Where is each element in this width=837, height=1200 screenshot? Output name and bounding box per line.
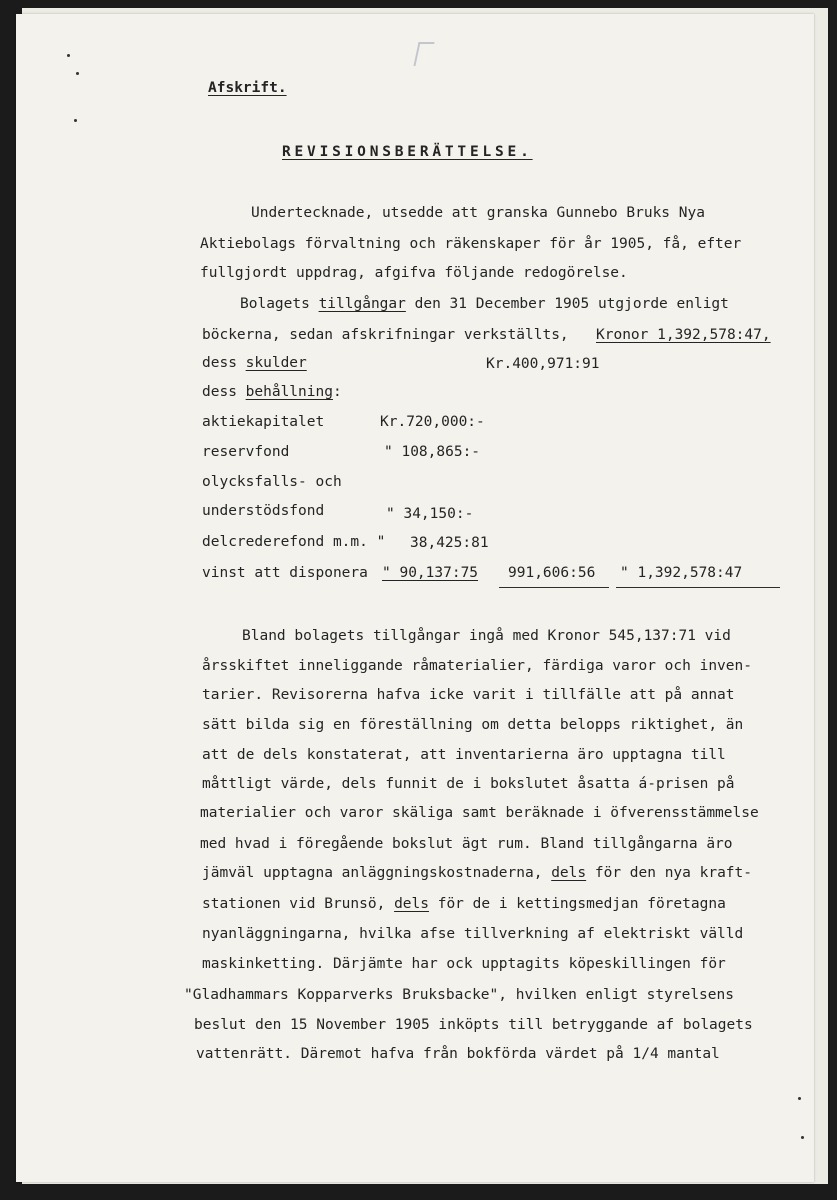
profit-label: vinst att disponera <box>202 565 368 581</box>
holdings-item-amount: " 34,150:- <box>386 506 474 522</box>
debts-text-before: dess <box>202 355 246 371</box>
body-line <box>202 896 726 912</box>
body-keyword: dels <box>394 896 429 912</box>
intro-line-2: Aktiebolags förvaltning och räkenskaper för år 1905, få, efter <box>200 236 742 252</box>
body-line: med hvad i föregående bokslut ägt rum. Bland tillgångarna äro <box>200 836 733 852</box>
holdings-text-before: dess <box>202 384 246 400</box>
body-text-before: jämväl upptagna anläggningskostnaderna, <box>202 865 552 881</box>
punch-mark <box>798 1097 801 1100</box>
holdings-subtotal: 991,606:56 <box>508 565 596 581</box>
subtotal-rule <box>499 587 609 588</box>
punch-mark <box>801 1136 804 1139</box>
holdings-item-label: understödsfond <box>202 503 325 519</box>
total-rule <box>616 587 780 588</box>
assets-line-2: böckerna, sedan afskrifningar verkställts, <box>202 327 569 343</box>
holdings-item-label: reservfond <box>202 444 290 460</box>
debts-keyword: skulder <box>245 355 307 371</box>
assets-text-before: Bolagets <box>240 296 319 312</box>
document-title: REVISIONSBERÄTTELSE. <box>282 144 533 160</box>
body-line: materialier och varor skäliga samt beräknade i öfverensstämmelse <box>200 805 759 821</box>
punch-mark <box>76 72 79 75</box>
assets-text-after: den 31 December 1905 utgjorde enligt <box>405 296 729 312</box>
holdings-keyword: behållning <box>245 384 333 400</box>
body-line: sätt bilda sig en föreställning om detta belopps riktighet, än <box>202 717 744 733</box>
holdings-item-amount: Kr.720,000:- <box>380 414 485 430</box>
punch-mark <box>74 119 77 122</box>
body-line: att de dels konstaterat, att inventarierna äro upptagna till <box>202 747 726 763</box>
holdings-item-amount: " 108,865:- <box>384 444 481 460</box>
holdings-item-amount: 38,425:81 <box>410 535 489 551</box>
holdings-item-label: aktiekapitalet <box>202 414 325 430</box>
debts-amount: Kr.400,971:91 <box>486 356 600 372</box>
debts-line <box>202 355 307 371</box>
body-line: beslut den 15 November 1905 inköpts till betryggande af bolagets <box>194 1017 753 1033</box>
body-line: nyanläggningarna, hvilka afse tillverkning af elektriskt välld <box>202 926 744 942</box>
punch-mark <box>67 54 70 57</box>
assets-keyword: tillgångar <box>318 296 406 312</box>
body-line: tarier. Revisorerna hafva icke varit i tillfälle att på annat <box>202 687 735 703</box>
holdings-item-label: delcrederefond m.m. " <box>202 534 386 550</box>
intro-line-1: Undertecknade, utsedde att granska Gunnebo Bruks Nya <box>251 205 705 221</box>
body-line: vattenrätt. Däremot hafva från bokförda värdet på 1/4 mantal <box>196 1046 720 1062</box>
holdings-item-label: olycksfalls- och <box>202 474 342 490</box>
body-text-after: för de i kettingsmedjan företagna <box>428 896 726 912</box>
body-line: årsskiftet inneliggande råmaterialier, färdiga varor och inven- <box>202 658 752 674</box>
profit-amount: " 90,137:75 <box>382 565 479 581</box>
holdings-text-after: : <box>332 384 342 400</box>
assets-line-1 <box>240 296 729 312</box>
body-text-after: för den nya kraft- <box>586 865 752 881</box>
assets-amount: Kronor 1,392,578:47, <box>596 327 771 343</box>
body-line: "Gladhammars Kopparverks Bruksbacke", hvilken enligt styrelsens <box>184 987 734 1003</box>
body-keyword: dels <box>551 865 587 881</box>
grand-total: " 1,392,578:47 <box>620 565 743 581</box>
document-page <box>16 14 814 1182</box>
pencil-mark-icon <box>413 42 434 66</box>
holdings-line <box>202 384 342 400</box>
body-line: måttligt värde, dels funnit de i bokslutet åsatta á-prisen på <box>202 776 735 792</box>
intro-line-3: fullgjordt uppdrag, afgifva följande redogörelse. <box>200 265 628 281</box>
body-line <box>202 865 752 881</box>
body-line: maskinketting. Därjämte har ock upptagits köpeskillingen för <box>202 956 726 972</box>
body-line: Bland bolagets tillgångar ingå med Kronor 545,137:71 vid <box>242 628 731 644</box>
heading: Afskrift. <box>208 80 287 96</box>
body-text-before: stationen vid Brunsö, <box>202 896 395 912</box>
